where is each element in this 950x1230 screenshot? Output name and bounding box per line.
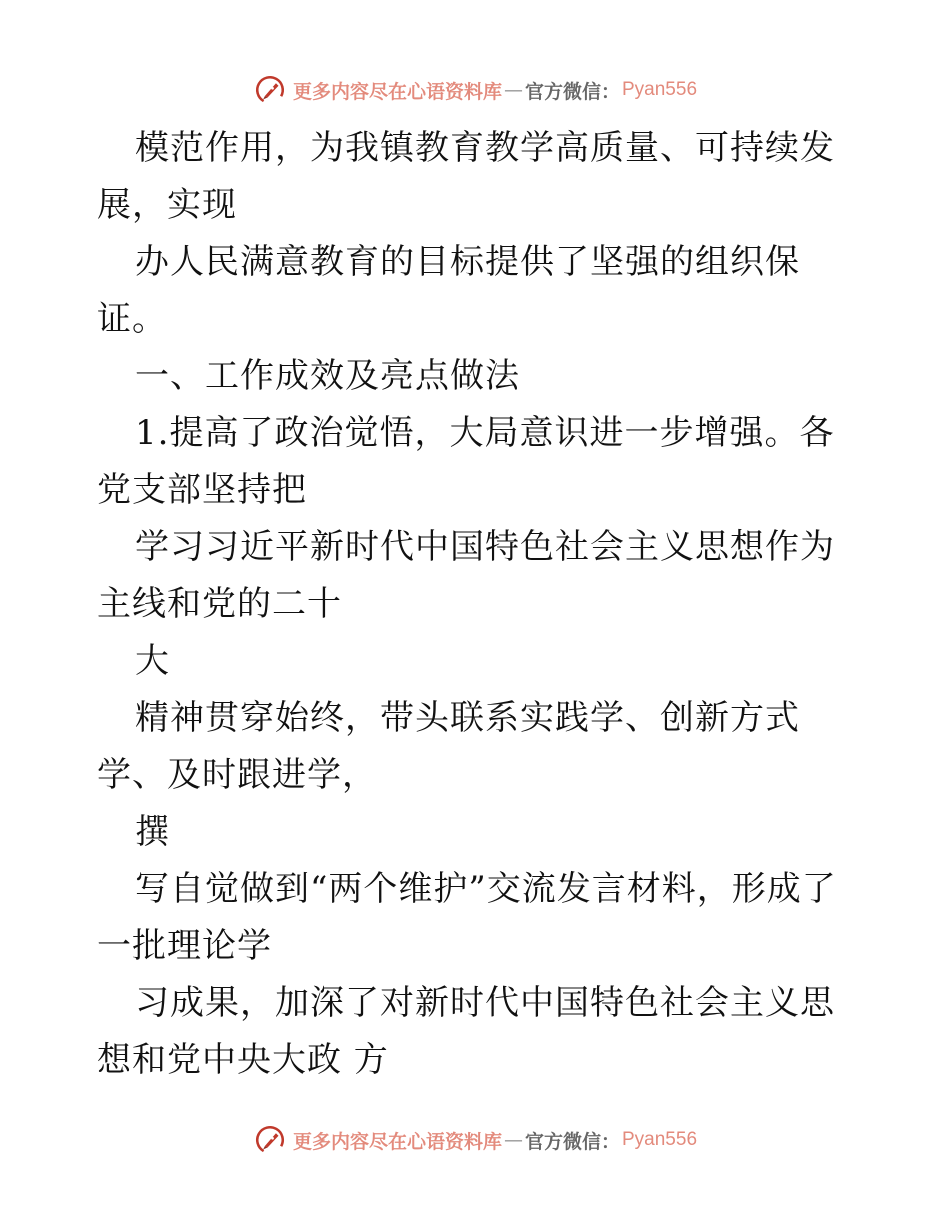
watermark-separator: — — [503, 79, 523, 101]
watermark-official-label: 官方微信： — [524, 80, 620, 103]
header-watermark — [0, 70, 950, 110]
footer-watermark — [0, 1120, 950, 1160]
document-body — [97, 120, 857, 1089]
section-heading: 一、工作成效及亮点做法 — [135, 356, 520, 396]
paragraph: 撰 — [135, 812, 170, 852]
paragraph: 写自觉做到“两个维护”交流发言材料，形成了一批理论学 — [97, 869, 837, 966]
pen-nib-logo-icon — [253, 73, 287, 107]
paragraph: 学习习近平新时代中国特色社会主义思想作为主线和党的二十 — [97, 527, 835, 624]
paragraph: 办人民满意教育的目标提供了坚强的组织保证。 — [97, 242, 800, 339]
paragraph: 大 — [135, 641, 170, 681]
paragraph: 精神贯穿始终，带头联系实践学、创新方式学、及时跟进学， — [97, 698, 800, 795]
watermark-text: 更多内容尽在心语资料库 — [292, 80, 502, 103]
watermark-official-label: 官方微信： — [524, 1130, 620, 1153]
watermark-wechat-id: Pyan556 — [622, 79, 698, 100]
watermark-wechat-id: Pyan556 — [622, 1129, 698, 1150]
paragraph: 1.提高了政治觉悟，大局意识进一步增强。各党支部坚持把 — [97, 413, 835, 510]
watermark-separator: — — [503, 1129, 523, 1151]
watermark-text: 更多内容尽在心语资料库 — [292, 1130, 502, 1153]
paragraph: 习成果，加深了对新时代中国特色社会主义思想和党中央大政 方 — [97, 983, 835, 1080]
paragraph: 模范作用，为我镇教育教学高质量、可持续发展，实现 — [97, 128, 835, 225]
pen-nib-logo-icon — [253, 1123, 287, 1157]
